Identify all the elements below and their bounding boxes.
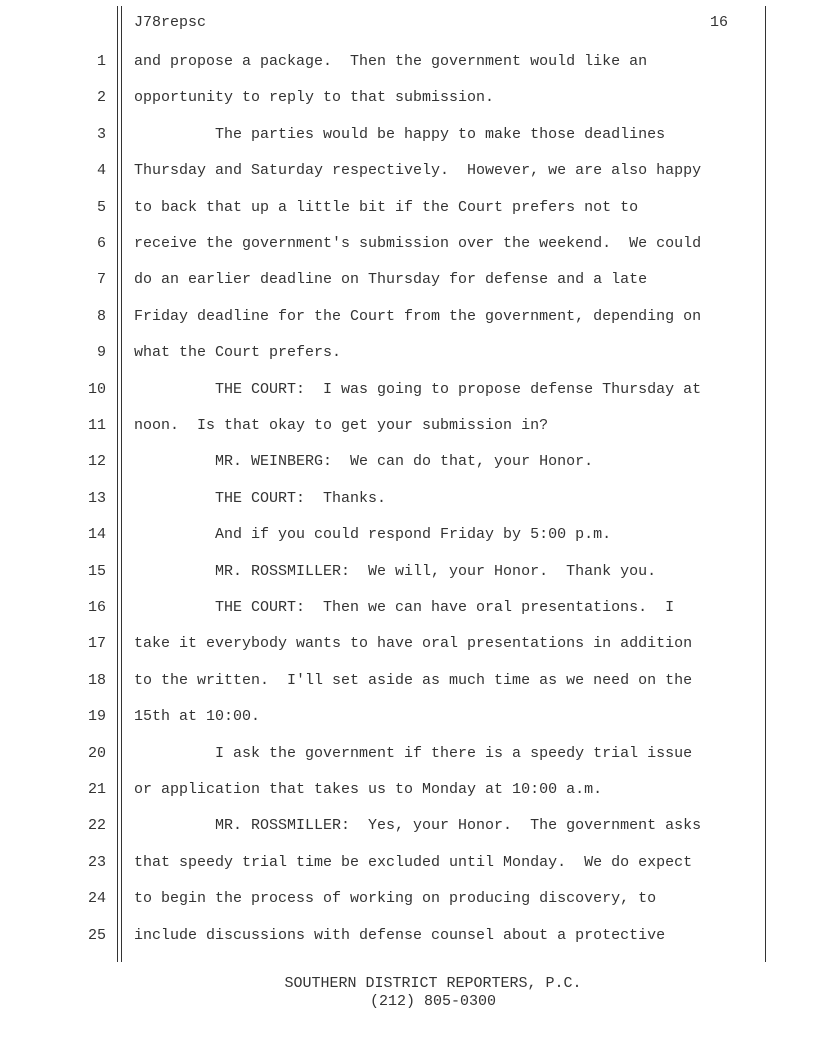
line-number: 14	[87, 526, 106, 543]
line-number: 17	[87, 635, 106, 652]
line-number: 9	[96, 344, 106, 361]
transcript-line: MR. ROSSMILLER: We will, your Honor. Thank you.	[134, 563, 657, 580]
transcript-line: 15th at 10:00.	[134, 708, 261, 725]
transcript-line: opportunity to reply to that submission.	[134, 89, 495, 106]
transcript-line: I ask the government if there is a speedy trial issue	[134, 745, 693, 762]
transcript-line: do an earlier deadline on Thursday for defense and a late	[134, 271, 648, 288]
transcript-line: and propose a package. Then the government would like an	[134, 53, 648, 70]
transcript-line: that speedy trial time be excluded until Monday. We do expect	[134, 854, 693, 871]
line-number: 10	[87, 381, 106, 398]
line-number: 6	[96, 235, 106, 252]
line-number: 12	[87, 453, 106, 470]
transcript-line: to begin the process of working on producing discovery, to	[134, 890, 657, 907]
transcript-line: THE COURT: Thanks.	[134, 490, 387, 507]
transcript-line: The parties would be happy to make those deadlines	[134, 126, 666, 143]
transcript-line: to back that up a little bit if the Court prefers not to	[134, 199, 639, 216]
transcript-line: what the Court prefers.	[134, 344, 342, 361]
transcript-code: J78repsc	[134, 14, 207, 31]
line-number: 23	[87, 854, 106, 871]
footer-company: SOUTHERN DISTRICT REPORTERS, P.C.	[284, 975, 582, 992]
line-number: 15	[87, 563, 106, 580]
line-number: 20	[87, 745, 106, 762]
transcript-line: THE COURT: I was going to propose defense Thursday at	[134, 381, 702, 398]
line-number: 21	[87, 781, 106, 798]
transcript-line: And if you could respond Friday by 5:00 p.m.	[134, 526, 612, 543]
transcript-line: include discussions with defense counsel about a protective	[134, 927, 666, 944]
transcript-line: THE COURT: Then we can have oral presentations. I	[134, 599, 675, 616]
line-number: 25	[87, 927, 106, 944]
transcript-line: MR. WEINBERG: We can do that, your Honor.	[134, 453, 594, 470]
line-number: 22	[87, 817, 106, 834]
line-number: 1	[96, 53, 106, 70]
line-number: 13	[87, 490, 106, 507]
transcript-line: Thursday and Saturday respectively. However, we are also happy	[134, 162, 702, 179]
margin-rule-left-inner	[121, 6, 122, 962]
transcript-line: noon. Is that okay to get your submission in?	[134, 417, 549, 434]
margin-rule-right	[765, 6, 766, 962]
line-number: 3	[96, 126, 106, 143]
transcript-line: Friday deadline for the Court from the government, depending on	[134, 308, 702, 325]
line-number: 5	[96, 199, 106, 216]
transcript-line: MR. ROSSMILLER: Yes, your Honor. The government asks	[134, 817, 702, 834]
line-number: 19	[87, 708, 106, 725]
transcript-line: take it everybody wants to have oral presentations in addition	[134, 635, 693, 652]
line-number: 4	[96, 162, 106, 179]
line-number: 7	[96, 271, 106, 288]
line-number: 11	[87, 417, 106, 434]
line-number: 16	[87, 599, 106, 616]
transcript-line: to the written. I'll set aside as much time as we need on the	[134, 672, 693, 689]
line-number: 8	[96, 308, 106, 325]
margin-rule-left-outer	[117, 6, 118, 962]
footer-phone: (212) 805-0300	[369, 993, 497, 1010]
line-number: 2	[96, 89, 106, 106]
page-number: 16	[709, 14, 728, 31]
line-number: 18	[87, 672, 106, 689]
transcript-line: or application that takes us to Monday at 10:00 a.m.	[134, 781, 603, 798]
line-number: 24	[87, 890, 106, 907]
transcript-line: receive the government's submission over the weekend. We could	[134, 235, 702, 252]
